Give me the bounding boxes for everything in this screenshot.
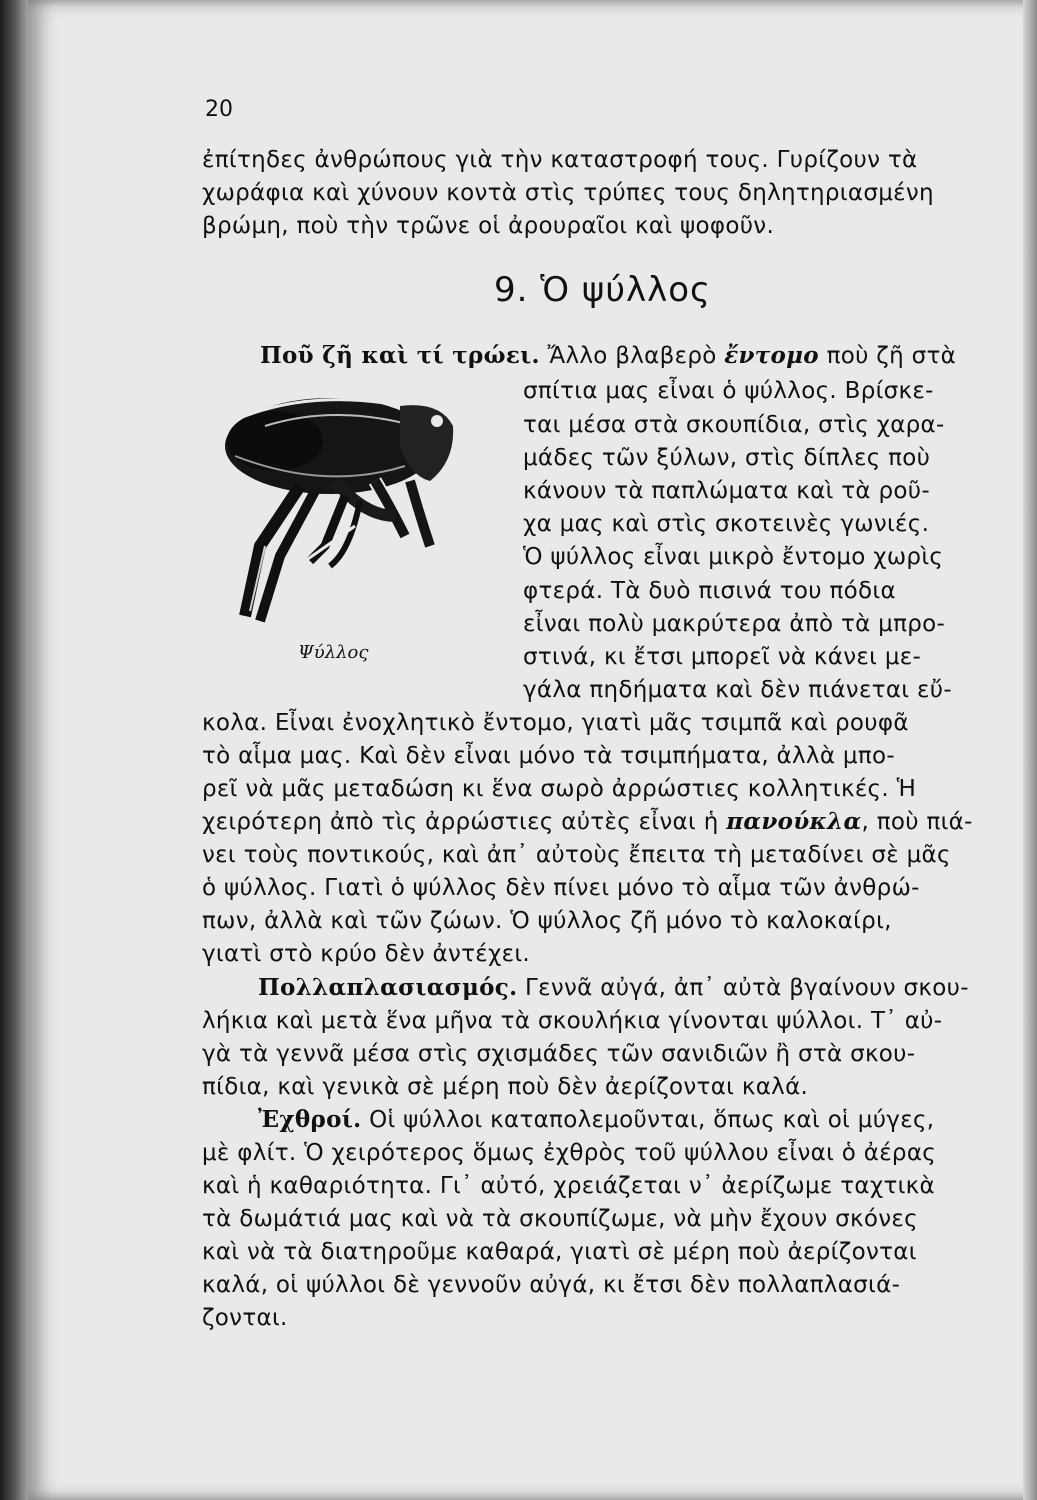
text-run: χειρότερη ἀπὸ τὶς ἀρρώστιες αὐτὲς εἶναι ἡ [202,809,727,835]
text-line: ρεῖ νὰ μᾶς μεταδώση κι ἕνα σωρὸ ἀρρώστιες κολλητικές. Ἡ [202,776,917,802]
text-line: ὁ ψύλλος. Γιατὶ ὁ ψύλλος δὲν πίνει μόνο τὸ αἷμα τῶν ἀνθρώ- [202,875,920,901]
text-line: χωράφια καὶ χύνουν κοντὰ στὶς τρύπες τους δηλητηριασμένη [202,180,934,206]
paragraph-heading: Πολλαπλασιασμός. [258,974,518,1001]
text-line: κάνουν τὰ παπλώματα καὶ τὰ ροῦ- [523,478,930,504]
text-line: τὰ δωμάτιά μας καὶ νὰ τὰ σκουπίζωμε, νὰ μὴν ἔχουν σκόνες [202,1206,918,1232]
text-line: γάλα πηδήματα καὶ δὲν πιάνεται εὔ- [523,677,952,703]
text-line: εἶναι πολὺ μακρύτερα ἀπὸ τὰ μπρο- [523,611,946,637]
text-line: φτερά. Τὰ δυὸ πισινά του πόδια [523,578,896,604]
text-run: ποὺ ζῆ στὰ [818,343,957,369]
emphasis-word: ἔντομο [724,342,819,369]
page-number: 20 [205,97,233,122]
text-line: πίδια, καὶ γενικὰ σὲ μέρη ποὺ δὲν ἀερίζονται καλά. [202,1074,809,1100]
text-line: καὶ νὰ τὰ διατηροῦμε καθαρά, γιατὶ σὲ μέρη ποὺ ἀερίζονται [202,1239,917,1265]
text-run: , ποὺ πιά- [861,809,973,835]
text-line: μὲ φλίτ. Ὁ χειρότερος ὅμως ἐχθρὸς τοῦ ψύλλου εἶναι ὁ ἀέρας [202,1140,937,1166]
text-run: Γεννᾶ αὐγά, ἀπ᾽ αὐτὰ βγαίνουν σκου- [517,975,969,1001]
page-edge [1023,0,1037,1500]
paragraph-first-line [260,341,1015,371]
text-line: καὶ ἡ καθαριότητα. Γι᾽ αὐτό, χρειάζεται ν᾽ ἀερίζωμε ταχτικὰ [202,1173,936,1199]
flea-illustration [205,386,473,634]
text-line: πων, ἀλλὰ καὶ τῶν ζώων. Ὁ ψύλλος ζῆ μόνο τὸ καλοκαίρι, [202,908,892,934]
text-line: ζονται. [202,1305,288,1331]
text-line: στινά, κι ἔτσι μπορεῖ νὰ κάνει με- [523,644,922,670]
text-line: γιατὶ στὸ κρύο δὲν ἀντέχει. [202,941,531,967]
text-line: σπίτια μας εἶναι ὁ ψύλλος. Βρίσκε- [523,378,934,404]
text-line [202,807,1010,837]
text-line: νει τοὺς ποντικούς, καὶ ἀπ᾽ αὐτοὺς ἔπειτα τὴ μεταδίνει σὲ μᾶς [202,842,951,868]
text-line: κολα. Εἶναι ἐνοχλητικὸ ἔντομο, γιατὶ μᾶς τσιμπᾶ καὶ ρουφᾶ [202,710,909,736]
text-line: Ὁ ψύλλος εἶναι μικρὸ ἔντομο χωρὶς [523,544,944,570]
paragraph-heading: Ἐχθροί. [258,1106,362,1133]
text-run: Οἱ ψύλλοι καταπολεμοῦνται, ὅπως καὶ οἱ μύγες, [361,1107,935,1133]
paragraph-heading: Ποῦ ζῆ καὶ τί τρώει. [260,342,540,369]
text-line: μάδες τῶν ξύλων, στὶς δίπλες ποὺ [523,445,931,471]
paragraph-first-line [258,973,1015,1003]
emphasis-word: πανούκλα [726,808,862,835]
paragraph-first-line [258,1105,1015,1135]
text-line: ται μέσα στὰ σκουπίδια, στὶς χαρα- [523,412,945,438]
figure-caption: Ψύλλος [298,642,369,663]
text-run: Ἄλλο βλαβερὸ [539,343,725,369]
text-line: λήκια καὶ μετὰ ἕνα μῆνα τὰ σκουλήκια γίνονται ψύλλοι. Τ᾽ αὐ- [202,1008,943,1034]
text-line: καλά, οἱ ψύλλοι δὲ γεννοῦν αὐγά, κι ἔτσι δὲν πολλαπλασιά- [202,1272,901,1298]
text-line: βρώμη, ποὺ τὴν τρῶνε οἱ ἀρουραῖοι καὶ ψοφοῦν. [202,213,775,239]
text-line: ἐπίτηδες ἀνθρώπους γιὰ τὴν καταστροφή τους. Γυρίζουν τὰ [202,147,918,173]
text-line: γὰ τὰ γεννᾶ μέσα στὶς σχισμάδες τῶν σανιδιῶν ἢ στὰ σκου- [202,1041,916,1067]
section-title: 9. Ὁ ψύλλος [494,270,711,310]
text-line: χα μας καὶ στὶς σκοτεινὲς γωνιές. [523,511,930,537]
text-line: τὸ αἷμα μας. Καὶ δὲν εἶναι μόνο τὰ τσιμπήματα, ἀλλὰ μπο- [202,743,895,769]
